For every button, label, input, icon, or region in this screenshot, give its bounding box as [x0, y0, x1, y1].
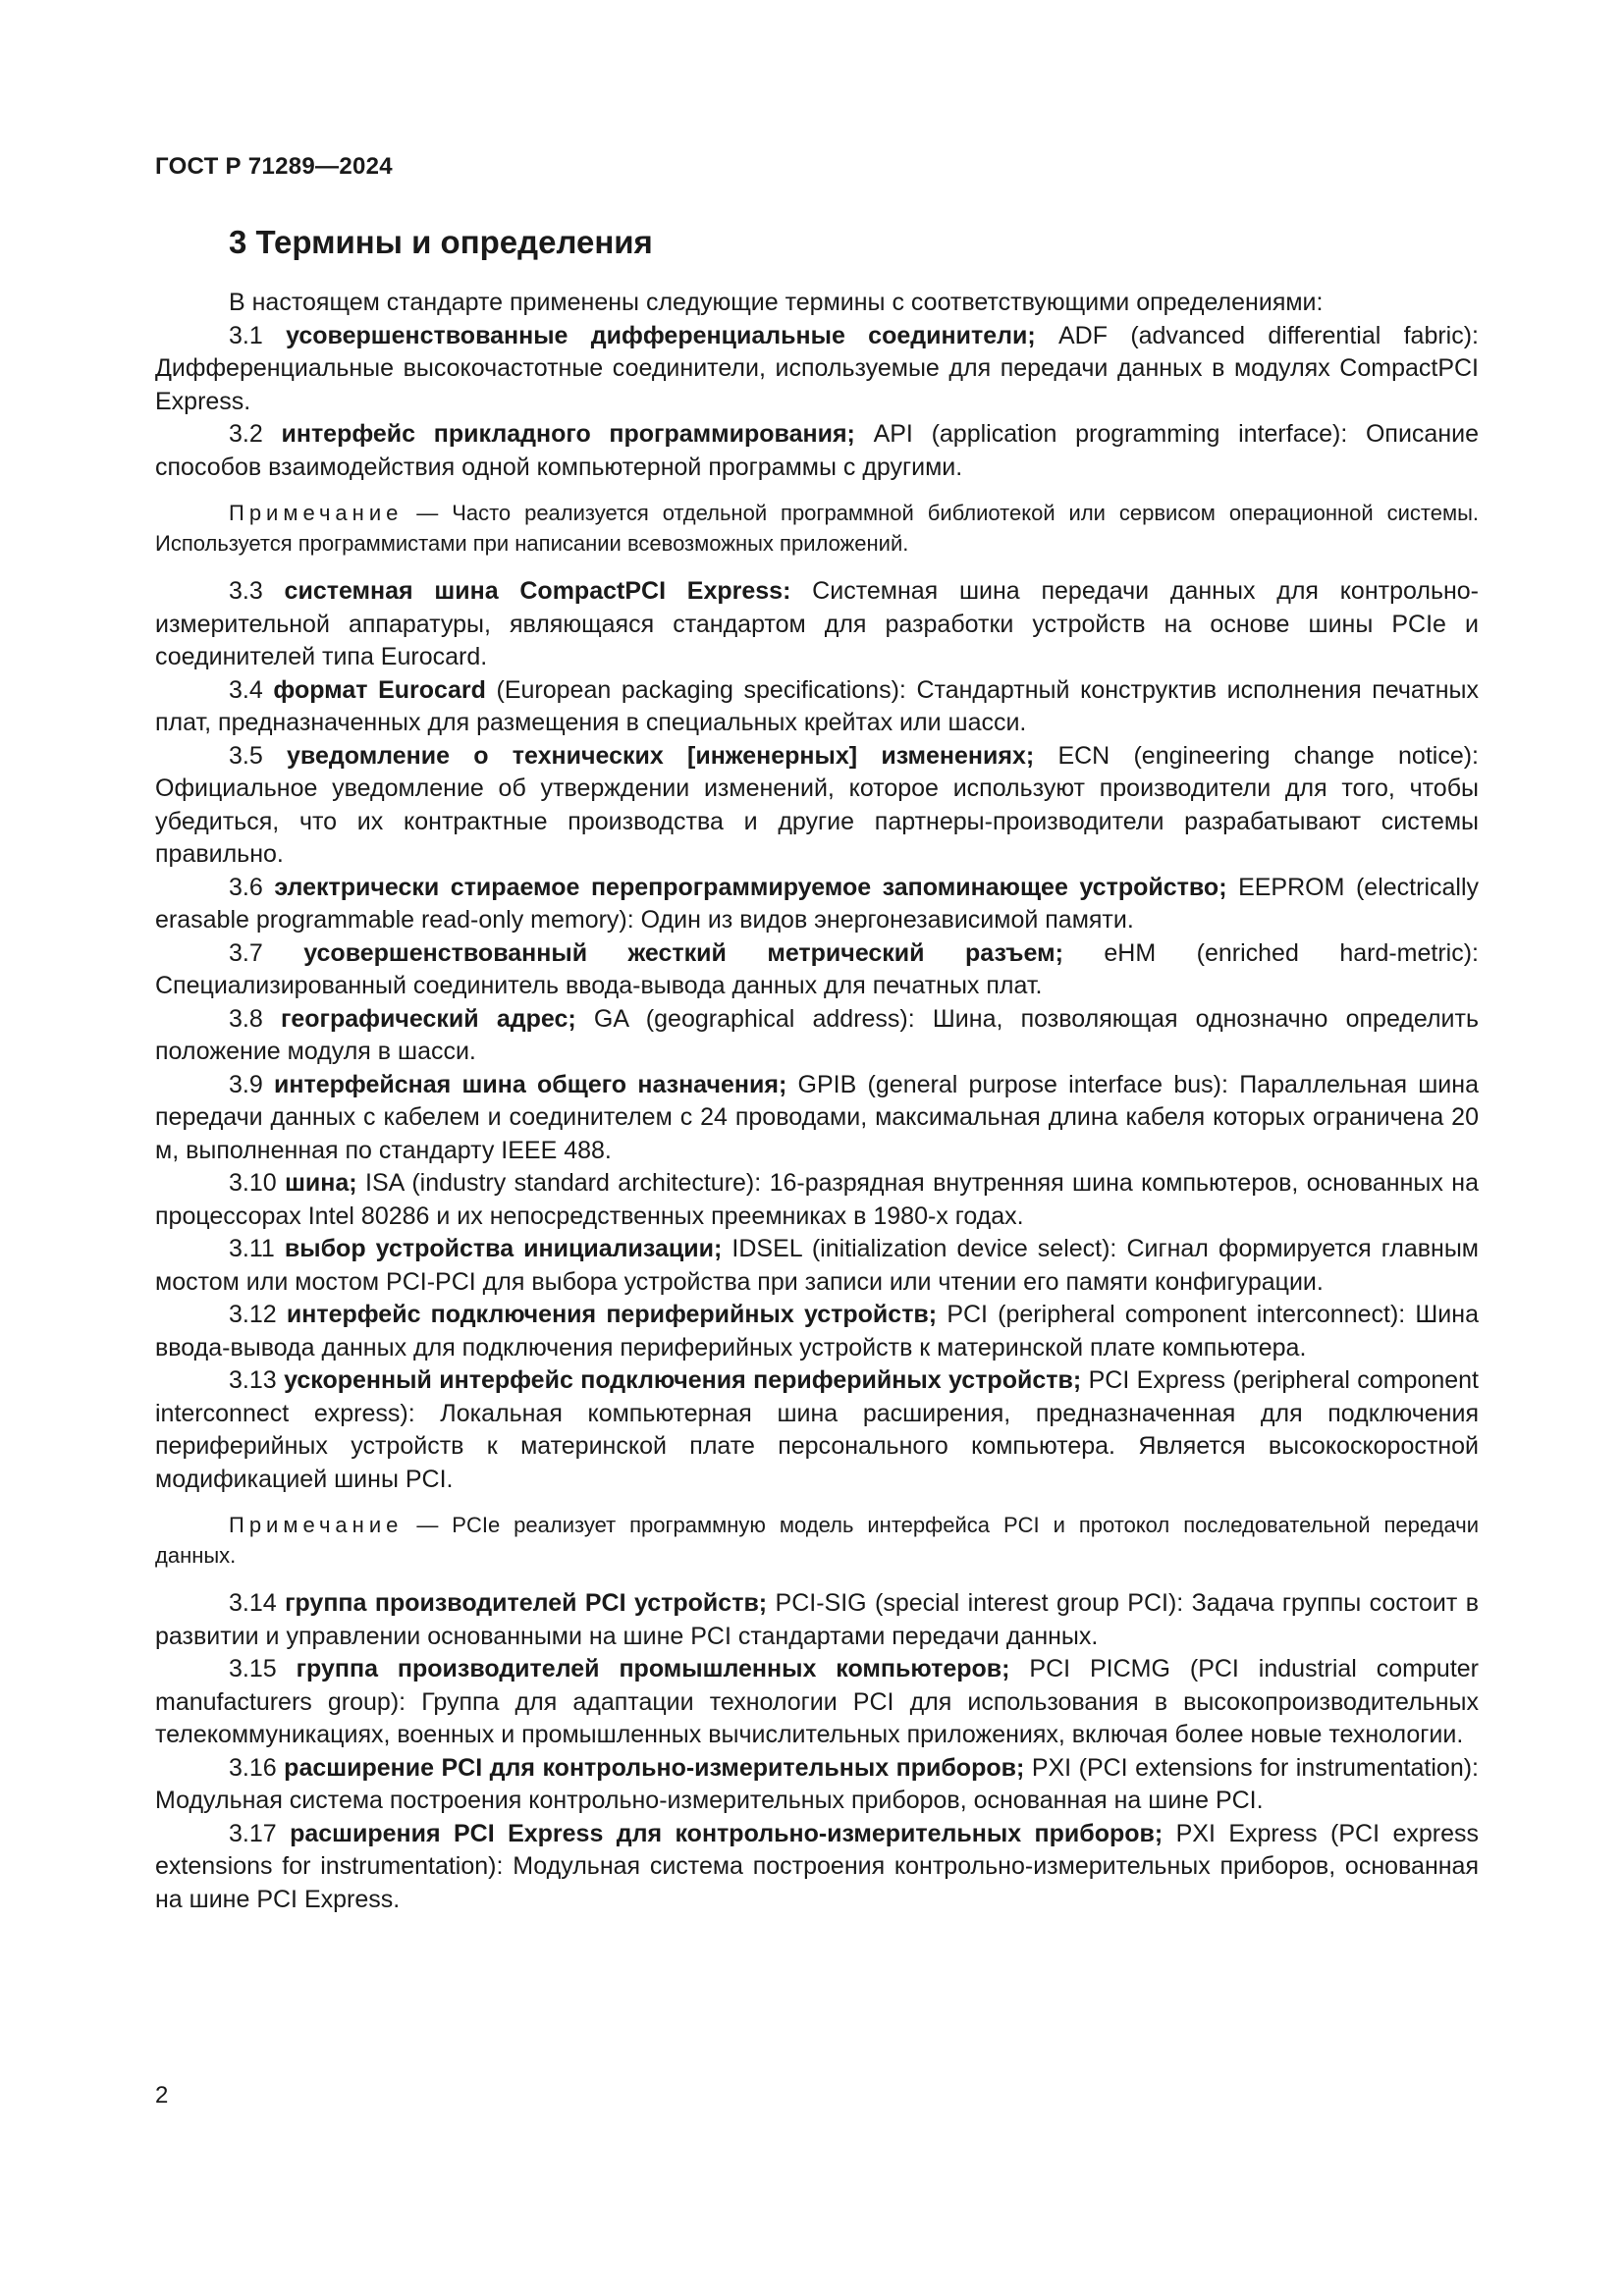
term-definition: PCI (peripheral component interconnect): Шина ввода-вывода данных для подключения периферийных устройств к материнской плате компьютера. — [155, 1301, 1479, 1362]
term-number: 3.8 — [229, 1004, 263, 1033]
term-definition: PCI-SIG (special interest group PCI): Задача группы состоит в развитии и управлении основанными на шине PCI стандартами передачи данных. — [155, 1589, 1479, 1650]
term-entry — [155, 1167, 1479, 1233]
term-definition: PXI (PCI extensions for instrumentation): Модульная система построения контрольно-измерительных приборов, основанная на шине PCI. — [155, 1753, 1479, 1814]
term-name: выбор устройства инициализации; — [284, 1235, 723, 1262]
term-number: 3.13 — [229, 1366, 277, 1394]
term-definition: eHM (enriched hard-metric): Специализированный соединитель ввода-вывода данных для печатных плат. — [155, 938, 1479, 999]
term-number: 3.2 — [229, 420, 263, 448]
term-entry — [155, 1233, 1479, 1299]
term-name: электрически стираемое перепрограммируемое запоминающее устройство; — [274, 873, 1227, 901]
note — [155, 498, 1479, 559]
term-number: 3.1 — [229, 321, 263, 349]
term-name: группа производителей промышленных компьютеров; — [296, 1655, 1010, 1682]
note-label: Примечание — [229, 1513, 404, 1537]
term-name: формат Eurocard — [273, 675, 486, 704]
term-name: группа производителей PCI устройств; — [285, 1589, 768, 1617]
term-entry — [155, 418, 1479, 484]
term-definition: PCI Express (peripheral component interconnect express): Локальная компьютерная шина расширения, предназначенная для подключения периферийных устройств к материнской плате персонального компьютера. Является высокоскоростной модификацией шины PCI. — [155, 1366, 1480, 1493]
term-definition: (European packaging specifications): Стандартный конструктив исполнения печатных плат, предназначенных для размещения в специальных крейтах или шасси. — [155, 675, 1479, 736]
term-number: 3.14 — [229, 1589, 277, 1617]
term-entry — [155, 1364, 1479, 1496]
terms-section — [155, 287, 1479, 1916]
term-number: 3.7 — [229, 938, 263, 967]
term-definition: ISA (industry standard architecture): 16-разрядная внутренняя шина компьютеров, основанных на процессорах Intel 80286 и их непосредственных преемниках в 1980-х годах. — [155, 1169, 1479, 1230]
term-definition: Системная шина передачи данных для контрольно-измерительной аппаратуры, являющаяся стандартом для разработки устройств на основе шины PCIe и соединителей типа Eurocard. — [155, 577, 1479, 670]
term-definition: PXI Express (PCI express extensions for instrumentation): Модульная система построения контрольно-измерительных приборов, основанная на шине PCI Express. — [155, 1819, 1479, 1913]
term-entry — [155, 1818, 1479, 1917]
term-entry — [155, 1299, 1479, 1364]
intro-paragraph: В настоящем стандарте применены следующие термины с соответствующими определениями: — [229, 289, 1324, 316]
term-number: 3.16 — [229, 1753, 277, 1782]
term-entry — [155, 575, 1479, 674]
term-entry — [155, 872, 1479, 937]
term-number: 3.15 — [229, 1655, 277, 1682]
note-text: — Часто реализуется отдельной программной библиотекой или сервисом операционной системы. Используется программистами при написании всевозможных приложений. — [155, 501, 1479, 556]
section-title: 3 Термины и определения — [229, 224, 653, 260]
note-text: — PCIe реализует программную модель интерфейса PCI и протокол последовательной передачи данных. — [155, 1513, 1479, 1568]
term-entry — [155, 1003, 1479, 1069]
term-entry — [155, 1069, 1479, 1168]
term-name: усовершенствованный жесткий метрический разъем; — [303, 938, 1063, 967]
note-label: Примечание — [229, 501, 404, 525]
note — [155, 1510, 1479, 1571]
term-entry — [155, 937, 1479, 1003]
term-number: 3.10 — [229, 1169, 277, 1197]
term-name: интерфейс прикладного программирования; — [281, 420, 855, 448]
document-code: ГОСТ Р 71289—2024 — [155, 153, 393, 180]
term-number: 3.9 — [229, 1070, 263, 1098]
term-definition: ECN (engineering change notice): Официальное уведомление об утверждении изменений, которое используют производители для того, чтобы убедиться, что их контрактные производства и другие партнеры-производители разрабатывают системы правильно. — [155, 741, 1479, 868]
term-entry — [155, 740, 1479, 872]
term-entry — [155, 674, 1479, 740]
term-name: интерфейс подключения периферийных устройств; — [286, 1301, 938, 1328]
term-number: 3.17 — [229, 1819, 277, 1847]
term-name: шина; — [285, 1169, 357, 1197]
term-name: уведомление о технических [инженерных] изменениях; — [287, 741, 1035, 770]
term-definition: API (application programming interface): Описание способов взаимодействия одной компьютерной программы с другими. — [155, 420, 1479, 481]
term-number: 3.5 — [229, 741, 263, 770]
term-entry — [155, 1587, 1479, 1653]
term-definition: IDSEL (initialization device select): Сигнал формируется главным мостом или мостом PCI-PCI для выбора устройства при записи или чтении его памяти конфигурации. — [155, 1235, 1479, 1296]
term-definition: PCI PICMG (PCI industrial computer manufacturers group): Группа для адаптации технологии PCI для использования в высокопроизводительных телекоммуникациях, военных и промышленных вычислительных приложениях, включая более новые технологии. — [155, 1655, 1479, 1748]
term-name: расширение PCI для контрольно-измерительных приборов; — [284, 1753, 1025, 1782]
term-definition: EEPROM (electrically erasable programmable read-only memory): Один из видов энергонезависимой памяти. — [155, 873, 1480, 934]
term-name: интерфейсная шина общего назначения; — [274, 1070, 787, 1098]
term-name: системная шина CompactPCI Express: — [284, 577, 791, 605]
term-number: 3.11 — [229, 1235, 275, 1262]
term-name: географический адрес; — [280, 1004, 576, 1033]
term-definition: GA (geographical address): Шина, позволяющая однозначно определить положение модуля в шасси. — [155, 1004, 1479, 1065]
term-definition: ADF (advanced differential fabric): Дифференциальные высокочастотные соединители, используемые для передачи данных в модулях CompactPCI Express. — [155, 321, 1479, 415]
term-name: усовершенствованные дифференциальные соединители; — [286, 321, 1036, 349]
term-entry — [155, 1653, 1479, 1752]
term-entry — [155, 320, 1479, 419]
term-name: расширения PCI Express для контрольно-измерительных приборов; — [290, 1819, 1164, 1847]
term-entry — [155, 1752, 1479, 1818]
term-number: 3.12 — [229, 1301, 277, 1328]
term-number: 3.4 — [229, 675, 263, 704]
term-definition: GPIB (general purpose interface bus): Параллельная шина передачи данных с кабелем и соединителем с 24 проводами, максимальная длина кабеля которых ограничена 20 м, выполненная по стандарту IEEE 488. — [155, 1070, 1479, 1164]
term-name: ускоренный интерфейс подключения периферийных устройств; — [284, 1366, 1082, 1394]
page-number: 2 — [155, 2082, 169, 2109]
term-number: 3.6 — [229, 873, 263, 901]
term-number: 3.3 — [229, 577, 263, 605]
